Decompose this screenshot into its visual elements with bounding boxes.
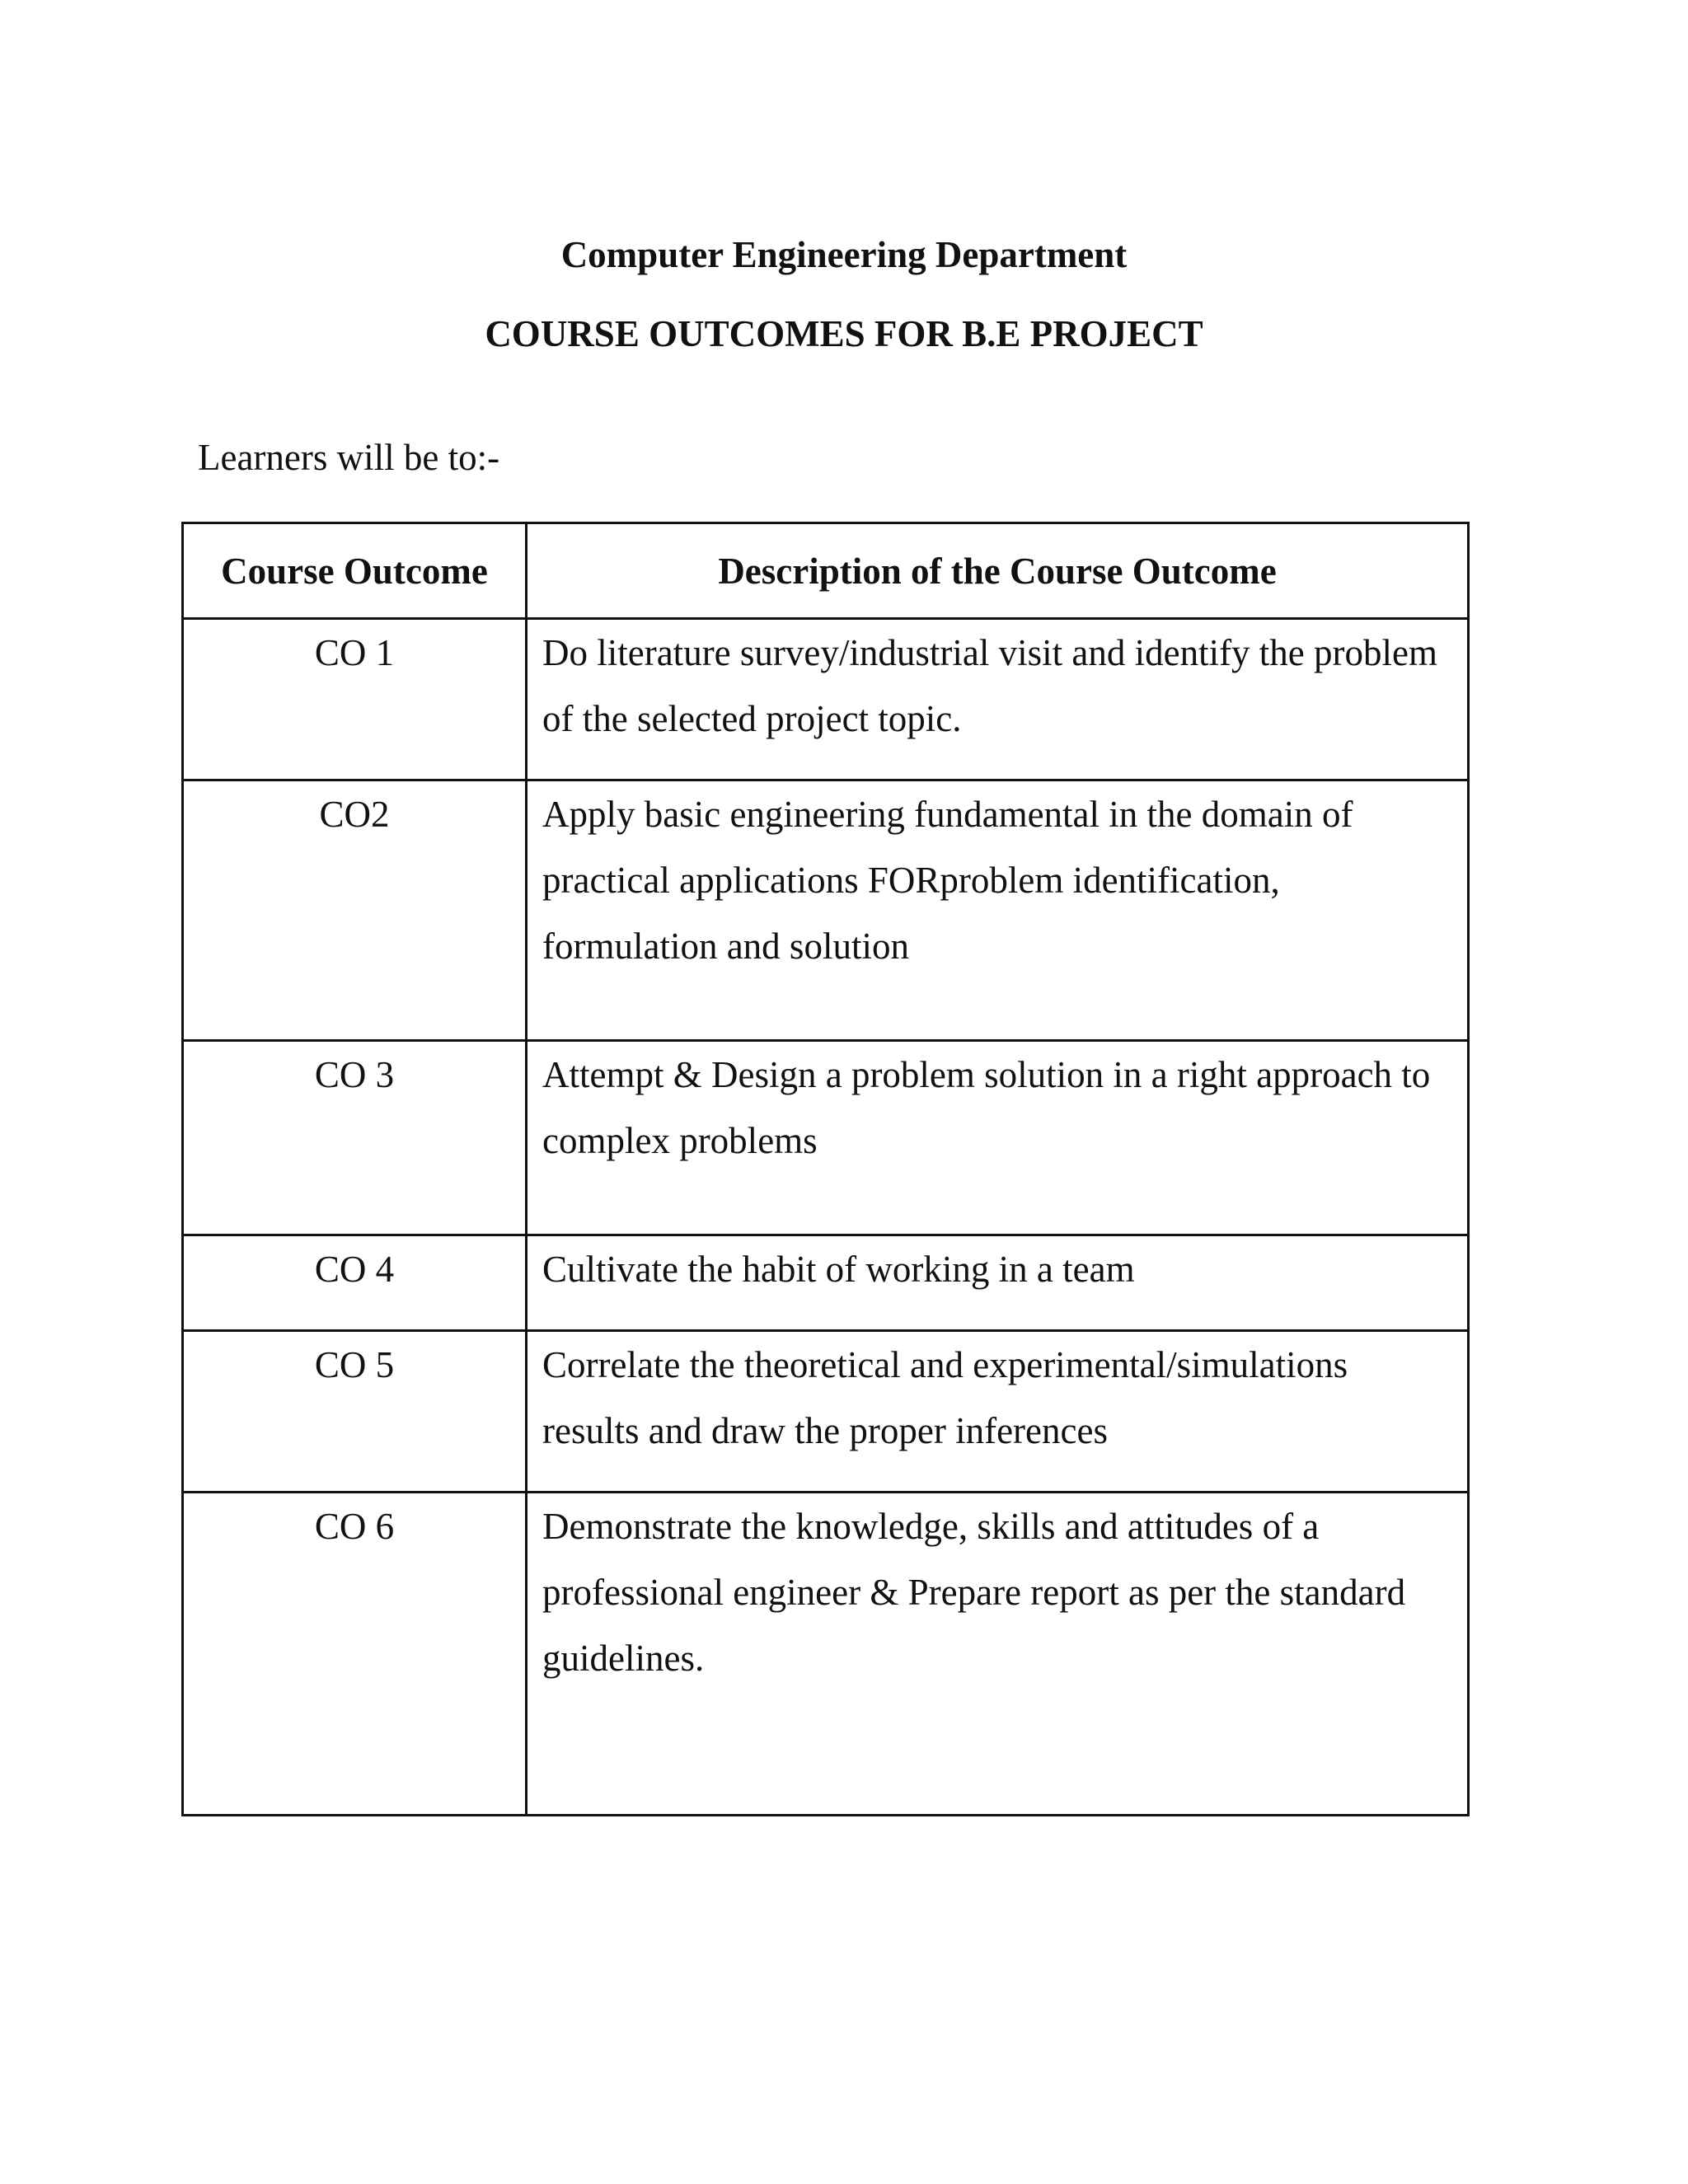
column-header-course-outcome: Course Outcome xyxy=(183,523,527,619)
table-row xyxy=(183,780,1469,1041)
course-outcome-id: CO2 xyxy=(183,780,527,1041)
course-outcomes-table xyxy=(181,522,1470,1816)
course-outcome-id: CO 1 xyxy=(183,619,527,780)
course-outcome-description: Cultivate the habit of working in a team xyxy=(527,1235,1469,1331)
course-outcome-description: Apply basic engineering fundamental in the domain of practical applications FORproblem identification, formulation and solution xyxy=(527,780,1469,1041)
department-title: Computer Engineering Department xyxy=(560,234,1128,275)
course-outcome-id: CO 4 xyxy=(183,1235,527,1331)
course-outcome-id: CO 3 xyxy=(183,1041,527,1235)
table-row xyxy=(183,1493,1469,1816)
course-outcome-id: CO 6 xyxy=(183,1493,527,1816)
course-outcome-description: Do literature survey/industrial visit and identify the problem of the selected project topic. xyxy=(527,619,1469,780)
intro-text: Learners will be to:- xyxy=(198,437,500,478)
table-row xyxy=(183,1041,1469,1235)
column-header-description: Description of the Course Outcome xyxy=(527,523,1469,619)
table-header-row xyxy=(183,523,1469,619)
course-outcome-id: CO 5 xyxy=(183,1331,527,1493)
table-row xyxy=(183,1235,1469,1331)
course-outcome-description: Demonstrate the knowledge, skills and attitudes of a professional engineer & Prepare report as per the standard guidelines. xyxy=(527,1493,1469,1816)
table-row xyxy=(183,619,1469,780)
course-outcome-description: Correlate the theoretical and experimental/simulations results and draw the proper inferences xyxy=(527,1331,1469,1493)
document-title: COURSE OUTCOMES FOR B.E PROJECT xyxy=(485,313,1203,354)
table-row xyxy=(183,1331,1469,1493)
course-outcome-description: Attempt & Design a problem solution in a right approach to complex problems xyxy=(527,1041,1469,1235)
